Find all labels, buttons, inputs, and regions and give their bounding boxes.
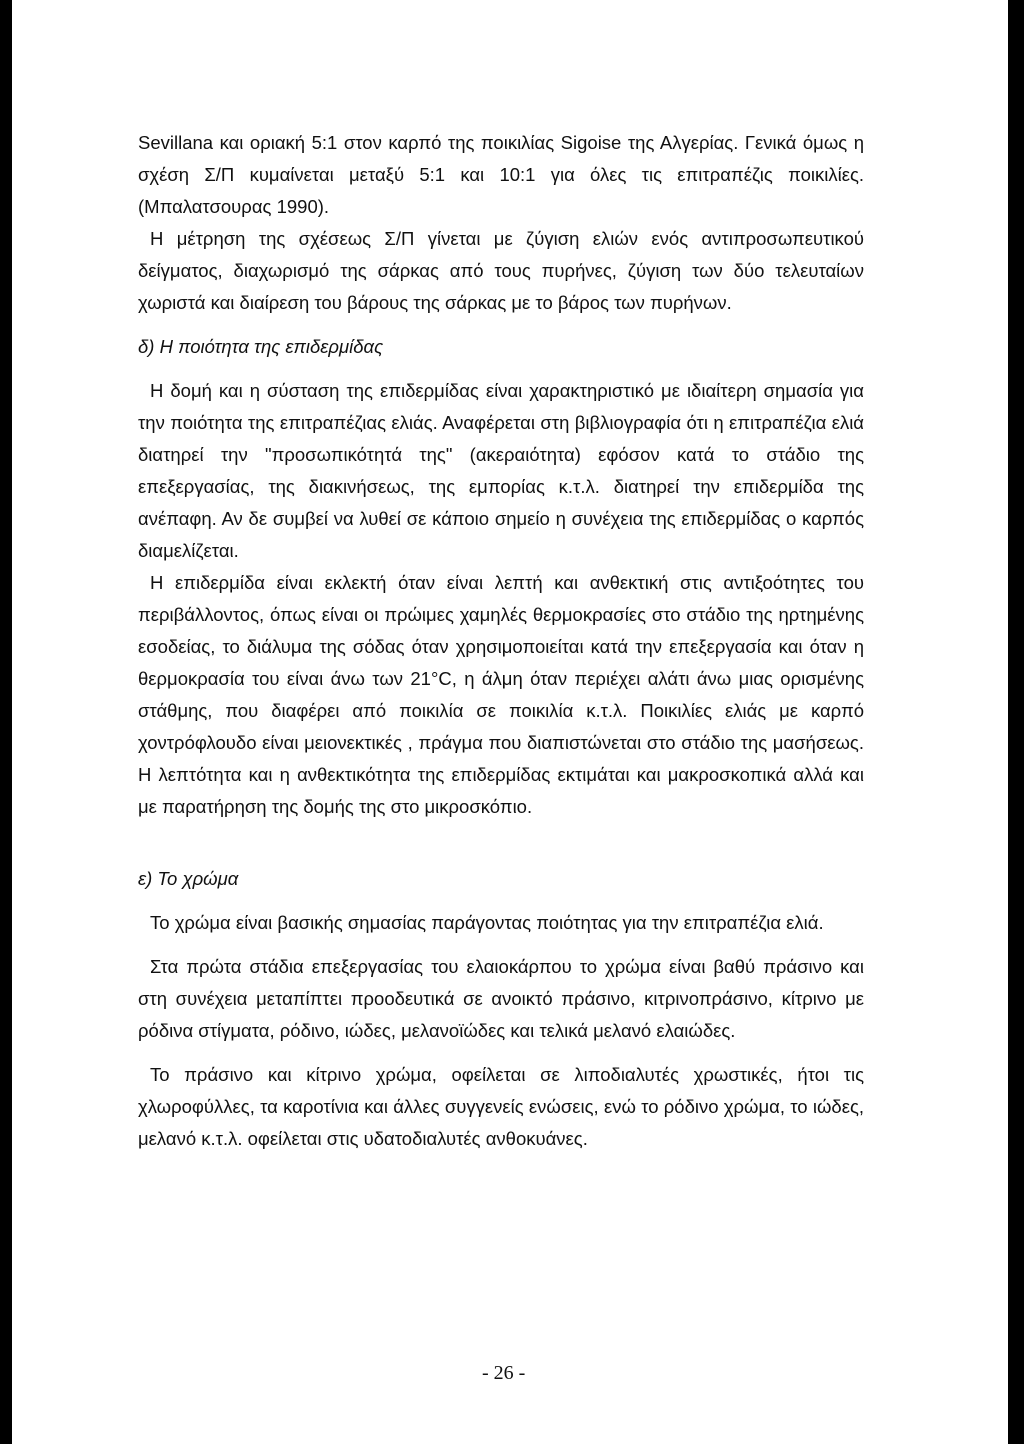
paragraph-color-importance: Το χρώμα είναι βασικής σημασίας παράγοντας ποιότητας για την επιτραπέζια ελιά. <box>150 912 824 933</box>
paragraph-skin-selection: Η επιδερμίδα είναι εκλεκτή όταν είναι λεπτή και ανθεκτική στις αντιξοότητες του περιβάλλοντος, όπως είναι οι πρώιμες χαμηλές θερμοκρασίες στο στάδιο της ηρτημένης εσοδείας, το διάλυμα της σόδας όταν χρησιμοποιείται κατά την επεξεργασία και όταν η θερμοκρασία του είναι άνω των 21°C, η άλμη όταν περιέχει αλάτι άνω μιας ορισμένης στάθμης, που διαφέρει από ποικιλία σε ποικιλία κ.τ.λ. Ποικιλίες ελιάς με καρπό χοντρόφλουδο είναι μειονεκτικές , πράγμα που διαπιστώνεται στο στάδιο της μασήσεως. Η λεπτότητα και η ανθεκτικότητα της επιδερμίδας εκτιμάται και μακροσκοπικά αλλά και με παρατήρηση της δομής της στο μικροσκόπιο. <box>138 572 864 817</box>
document-body <box>138 127 864 1155</box>
paragraph-color-pigments: Το πράσινο και κίτρινο χρώμα, οφείλεται σε λιποδιαλυτές χρωστικές, ήτοι τις χλωροφύλλες, τα καροτίνια και άλλες συγγενείς ενώσεις, ενώ το ρόδινο χρώμα, το ιώδες, μελανό κ.τ.λ. οφείλεται στις υδατοδιαλυτές ανθοκυάνες. <box>138 1064 864 1149</box>
page-number: - 26 - <box>482 1362 526 1384</box>
document-page <box>12 0 1008 1444</box>
spacer <box>138 939 864 951</box>
spacer <box>138 823 864 851</box>
spacer <box>138 851 864 863</box>
spacer <box>138 895 864 907</box>
section-heading-color: ε) Το χρώμα <box>138 868 239 889</box>
section-heading-skin-quality: δ) Η ποιότητα της επιδερμίδας <box>138 336 384 357</box>
paragraph-ratio-values: Sevillana και οριακή 5:1 στον καρπό της ποικιλίας Sigoise της Αλγερίας. Γενικά όμως η σχέση Σ/Π κυμαίνεται μεταξύ 5:1 και 10:1 για όλες τις επιτραπέζις ποικιλίες.(Μπαλατσουρας 1990). <box>138 132 864 217</box>
paragraph-ratio-measurement: Η μέτρηση της σχέσεως Σ/Π γίνεται με ζύγιση ελιών ενός αντιπροσωπευτικού δείγματος, διαχωρισμό της σάρκας από τους πυρήνες, ζύγιση των δύο τελευταίων χωριστά και διαίρεση του βάρους της σάρκας με το βάρος των πυρήνων. <box>138 228 864 313</box>
spacer <box>138 319 864 331</box>
paragraph-skin-structure: Η δομή και η σύσταση της επιδερμίδας είναι χαρακτηριστικό με ιδιαίτερη σημασία για την ποιότητα της επιτραπέζιας ελιάς. Αναφέρεται στη βιβλιογραφία ότι η επιτραπέζια ελιά διατηρεί την "προσωπικότητά της" (ακεραιότητα) εφόσον κατά το στάδιο της επεξεργασίας, της διακινήσεως, της εμπορίας κ.τ.λ. διατηρεί την επιδερμίδα της ανέπαφη. Αν δε συμβεί να λυθεί σε κάποιο σημείο η συνέχεια της επιδερμίδας ο καρπός διαμελίζεται. <box>138 380 864 561</box>
spacer <box>138 1047 864 1059</box>
paragraph-color-stages: Στα πρώτα στάδια επεξεργασίας του ελαιοκάρπου το χρώμα είναι βαθύ πράσινο και στη συνέχεια μεταπίπτει προοδευτικά σε ανοικτό πράσινο, κιτρινοπράσινο, κίτρινο με ρόδινα στίγματα, ρόδινο, ιώδες, μελανοϊώδες και τελικά μελανό ελαιώδες. <box>138 956 864 1041</box>
spacer <box>138 363 864 375</box>
